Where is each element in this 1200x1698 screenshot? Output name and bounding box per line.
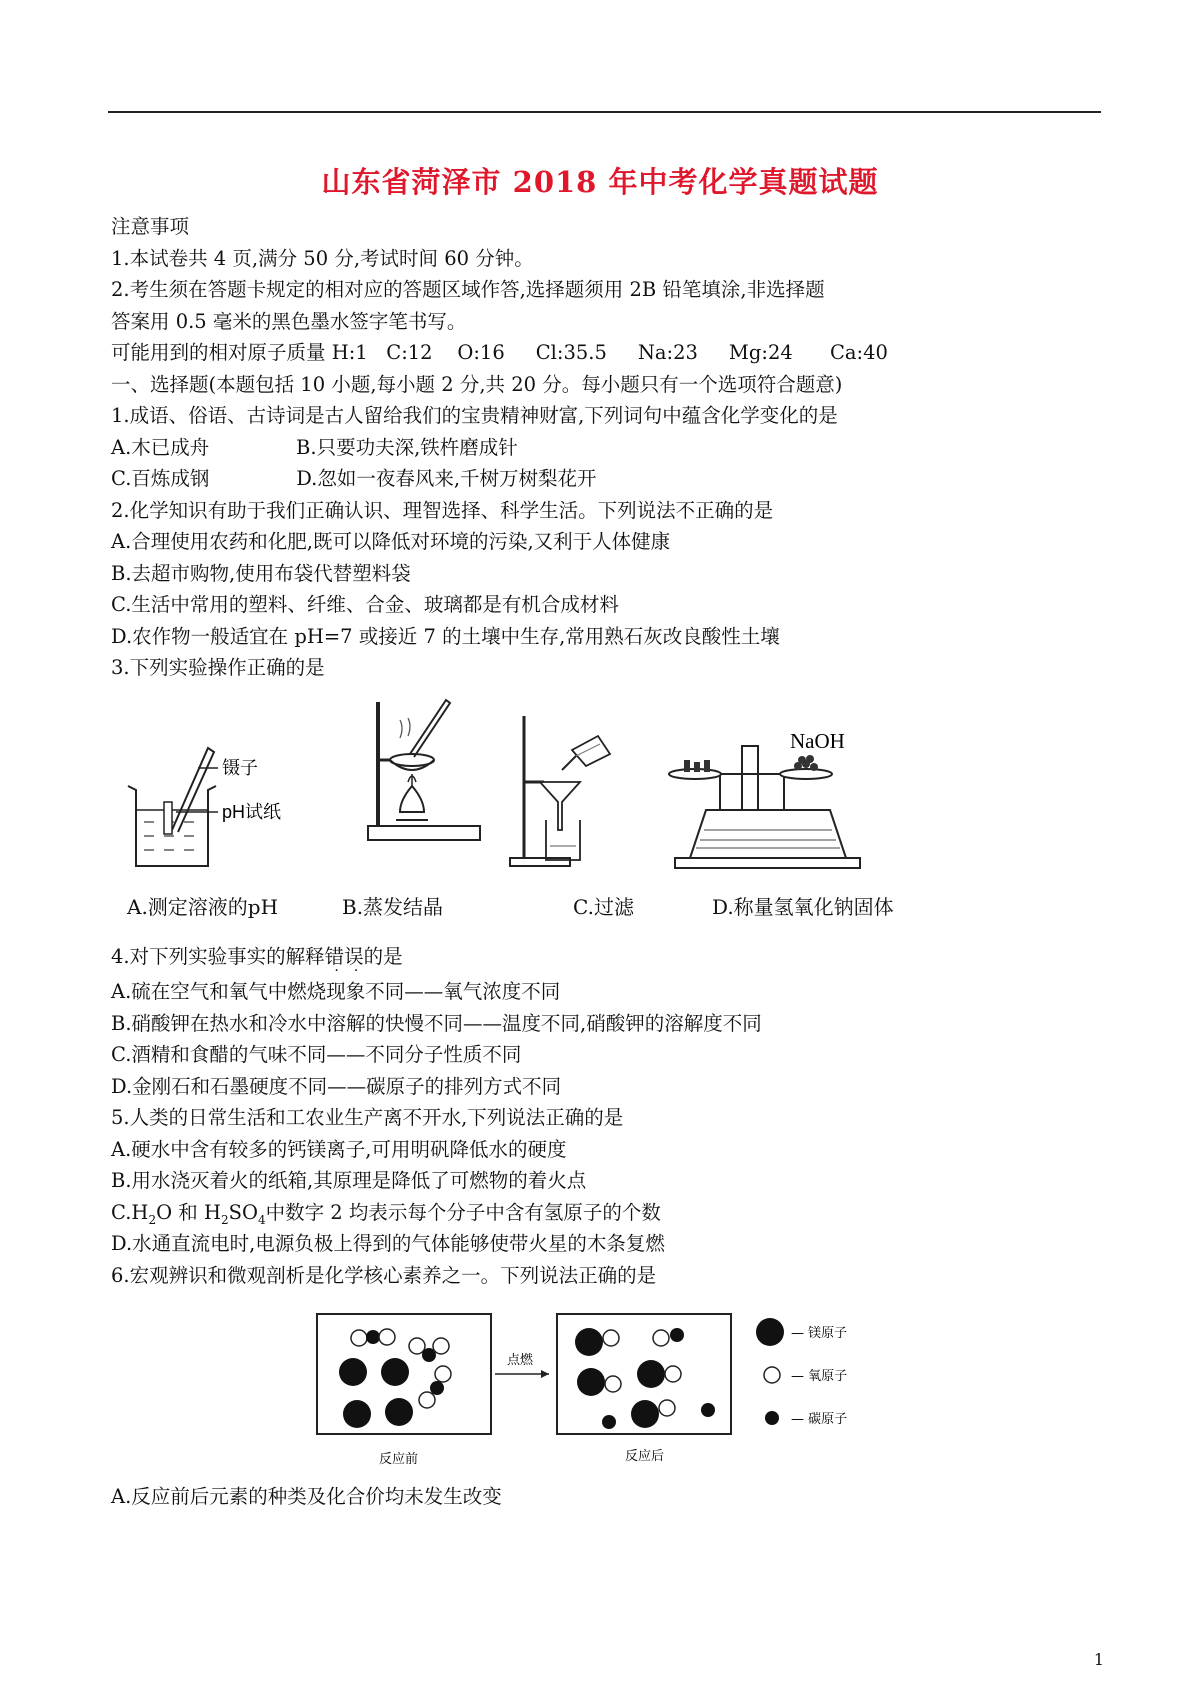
notes-line-2: 2.考生须在答题卡规定的相对应的答题区域作答,选择题须用 2B 铅笔填涂,非选择题 <box>111 278 825 301</box>
q4-option-b: B.硝酸钾在热水和冷水中溶解的快慢不同——温度不同,硝酸钾的溶解度不同 <box>111 1012 762 1035</box>
q2-option-c: C.生活中常用的塑料、纤维、合金、玻璃都是有机合成材料 <box>111 593 619 616</box>
section1-heading: 一、选择题(本题包括 10 小题,每小题 2 分,共 20 分。每小题只有一个选项符合题意) <box>111 373 843 396</box>
q3-caption-a: A.测定溶液的pH <box>127 895 279 919</box>
legend-c: — 碳原子 <box>791 1412 848 1427</box>
q3-caption-c: C.过滤 <box>573 895 634 919</box>
q3-caption-b: B.蒸发结晶 <box>342 895 444 919</box>
q6-option-a: A.反应前后元素的种类及化合价均未发生改变 <box>111 1485 502 1508</box>
q6-stem: 6.宏观辨识和微观剖析是化学核心素养之一。下列说法正确的是 <box>111 1264 657 1287</box>
q3-apparatus-figure <box>110 690 1100 880</box>
q5-option-c: $C.H_2O$ 和 $H_2SO_4$中数字 2 均表示每个分子中含有氢原子的个数 <box>111 1201 661 1227</box>
q2-option-d: D.农作物一般适宜在 pH=7 或接近 7 的土壤中生存,常用熟石灰改良酸性土壤 <box>111 625 780 648</box>
page-number: 1 <box>1093 1650 1104 1669</box>
evaporation-figure <box>368 700 480 840</box>
page-title: 山东省菏泽市 2018 年中考化学真题试题 <box>321 165 879 199</box>
top-rule <box>108 111 1101 113</box>
tweezers-label: 镊子 <box>222 758 258 778</box>
filtration-figure <box>510 716 610 866</box>
q3-stem: 3.下列实验操作正确的是 <box>111 656 325 679</box>
q1-options-ab: A.木已成舟 B.只要功夫深,铁杵磨成针 <box>111 436 518 459</box>
q2-option-a: A.合理使用农药和化肥,既可以降低对环境的污染,又利于人体健康 <box>111 530 671 553</box>
q6-reaction-diagram <box>315 1310 875 1470</box>
q3-caption-d: D.称量氢氧化钠固体 <box>712 895 894 919</box>
notes-heading: 注意事项 <box>111 215 190 238</box>
q5-option-b: B.用水浇灭着火的纸箱,其原理是降低了可燃物的着火点 <box>111 1169 587 1192</box>
legend-o: — 氧原子 <box>791 1369 848 1384</box>
after-label: 反应后 <box>625 1449 665 1464</box>
ignition-label: 点燃 <box>507 1353 534 1368</box>
legend-mg: — 镁原子 <box>791 1326 848 1341</box>
beaker-ph-figure <box>128 748 281 866</box>
balance-figure <box>669 729 860 868</box>
q4-option-a: A.硫在空气和氧气中燃烧现象不同——氧气浓度不同 <box>111 980 561 1003</box>
notes-line-1: 1.本试卷共 4 页,满分 50 分,考试时间 60 分钟。 <box>111 247 534 270</box>
atomic-masses: 可能用到的相对原子质量 H:1 C:12 O:16 Cl:35.5 Na:23 Mg:24 Ca:40 <box>111 341 888 364</box>
before-label: 反应前 <box>379 1452 419 1467</box>
naoh-label: NaOH <box>790 729 845 753</box>
q5-option-d: D.水通直流电时,电源负极上得到的气体能够使带火星的木条复燃 <box>111 1232 665 1255</box>
q4-stem: 4.对下列实验事实的解释错误的是 <box>111 945 403 968</box>
q5-option-a: A.硬水中含有较多的钙镁离子,可用明矾降低水的硬度 <box>111 1138 567 1161</box>
q4-option-d: D.金刚石和石墨硬度不同——碳原子的排列方式不同 <box>111 1075 562 1098</box>
q1-options-cd: C.百炼成钢 D.忽如一夜春风来,千树万树梨花开 <box>111 467 597 490</box>
q4-option-c: C.酒精和食醋的气味不同——不同分子性质不同 <box>111 1043 522 1066</box>
q5-stem: 5.人类的日常生活和工农业生产离不开水,下列说法正确的是 <box>111 1106 624 1129</box>
ph-paper-label: pH试纸 <box>222 802 282 822</box>
q2-stem: 2.化学知识有助于我们正确认识、理智选择、科学生活。下列说法不正确的是 <box>111 499 774 522</box>
q2-option-b: B.去超市购物,使用布袋代替塑料袋 <box>111 562 411 585</box>
q1-stem: 1.成语、俗语、古诗词是古人留给我们的宝贵精神财富,下列词句中蕴含化学变化的是 <box>111 404 838 427</box>
notes-line-3: 答案用 0.5 毫米的黑色墨水签字笔书写。 <box>111 310 467 333</box>
